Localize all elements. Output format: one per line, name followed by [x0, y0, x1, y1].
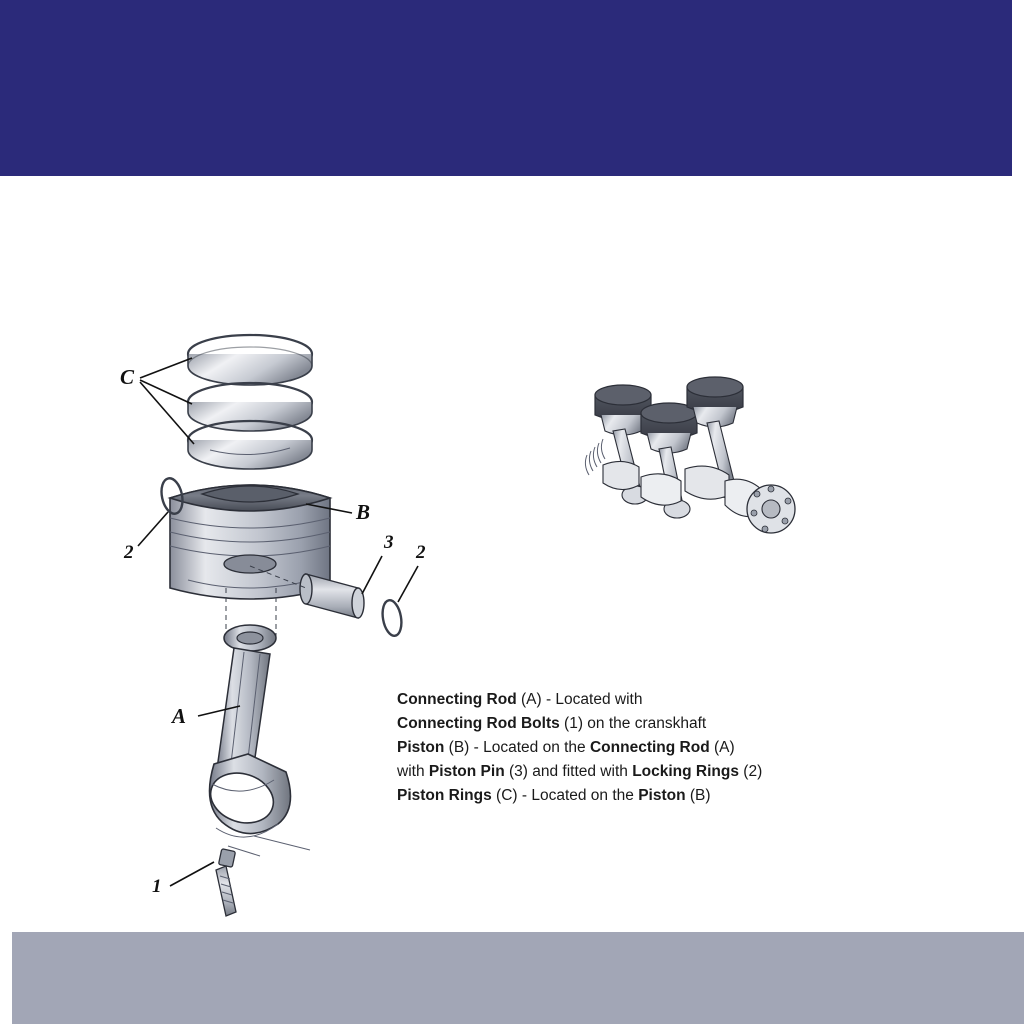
callout-c — [120, 358, 194, 444]
locking-ring-right — [380, 542, 426, 637]
caption-text: (2) — [738, 763, 763, 780]
inset-piston-2 — [641, 403, 697, 453]
caption-text: (1) on the cranskhaft — [559, 715, 707, 732]
footer-band — [12, 932, 1024, 1024]
header-right-strip — [1012, 0, 1024, 176]
caption-line-3 — [397, 736, 877, 760]
caption-block — [397, 688, 877, 808]
caption-text: (B) — [685, 787, 711, 804]
caption-text: with — [397, 763, 429, 780]
caption-term: Connecting Rod Bolts — [397, 715, 560, 732]
svg-text:2: 2 — [416, 542, 426, 563]
caption-term: Piston Rings — [397, 787, 492, 804]
caption-line-1 — [397, 688, 877, 712]
caption-term: Piston Pin — [428, 763, 505, 780]
caption-term: Connecting Rod — [589, 739, 710, 756]
caption-term: Piston — [638, 787, 686, 804]
svg-text:C: C — [120, 365, 135, 389]
caption-line-5 — [397, 784, 877, 808]
svg-text:2: 2 — [124, 542, 134, 563]
caption-term: Locking Rings — [632, 763, 739, 780]
diagram-canvas — [0, 176, 1024, 932]
caption-line-4 — [397, 760, 877, 784]
svg-text:B: B — [356, 500, 371, 524]
svg-text:A: A — [172, 704, 187, 728]
connecting-rod-bolt — [152, 849, 236, 916]
caption-text: (3) and fitted with — [504, 763, 633, 780]
caption-text: (C) - Located on the — [491, 787, 639, 804]
connecting-rod-group — [204, 625, 310, 856]
caption-text: (A) - Located with — [516, 691, 643, 708]
caption-line-2 — [397, 712, 877, 736]
caption-text: (A) — [709, 739, 735, 756]
piston-rings-group — [188, 335, 312, 469]
svg-text:1: 1 — [152, 876, 162, 897]
caption-term: Piston — [397, 739, 445, 756]
caption-text: (B) - Located on the — [444, 739, 590, 756]
svg-text:3: 3 — [384, 532, 394, 553]
inset-crankshaft — [585, 439, 795, 533]
caption-term: Connecting Rod — [397, 691, 517, 708]
crankshaft-assembly-figure — [585, 361, 815, 561]
header-band — [0, 0, 1012, 176]
